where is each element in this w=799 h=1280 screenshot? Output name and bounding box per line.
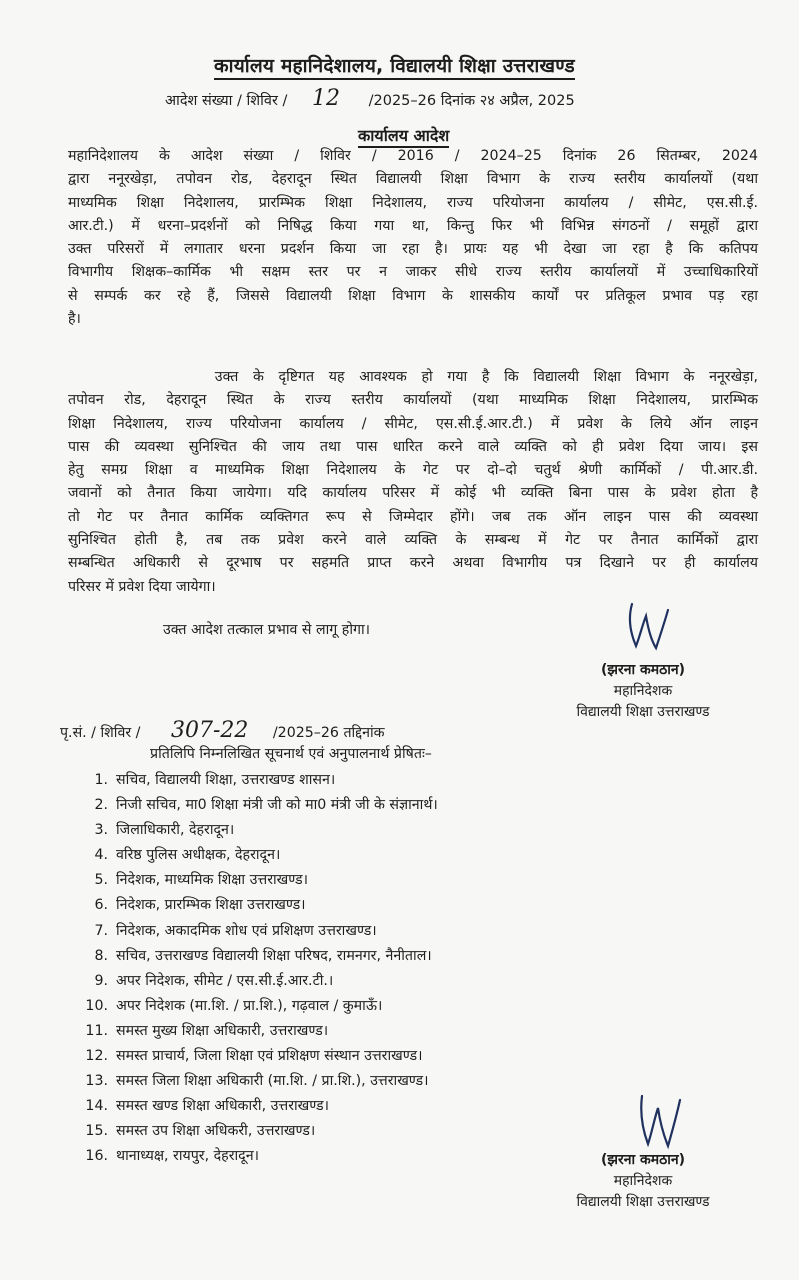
signatory-designation: महानिदेशक — [613, 1173, 673, 1189]
order-prefix: आदेश संख्या / शिविर / — [165, 93, 288, 109]
paragraph-line: हेतु समग्र शिक्षा व माध्यमिक शिक्षा निदेशालय के गेट पर दो–दो चतुर्थ श्रेणी कार्मिकों / पी.आर.डी. — [68, 462, 758, 479]
paragraph-line: तपोवन रोड, देहरादून स्थित के राज्य स्तरीय कार्यालयों (यथा माध्यमिक शिक्षा निदेशालय, प्रारम्भिक — [68, 392, 758, 409]
list-item: 14. समस्त खण्ड शिक्षा अधिकारी, उत्तराखण्ड। — [85, 1098, 329, 1115]
paragraph-line: तो गेट पर तैनात कार्मिक व्यक्तिगत रूप से जिम्मेदार होंगे। जब तक ऑन लाइन पास की व्यवस्था — [68, 508, 758, 525]
paragraph-line: परिसर में प्रवेश दिया जायेगा। — [68, 578, 216, 595]
order-heading: कार्यालय आदेश — [358, 124, 449, 148]
list-item: 16. थानाध्यक्ष, रायपुर, देहरादून। — [85, 1148, 259, 1165]
list-item: 1. सचिव, विद्यालयी शिक्षा, उत्तराखण्ड शासन। — [94, 772, 336, 788]
paragraph-line: जवानों को तैनात किया जायेगा। यदि कार्यालय परिसर में कोई भी व्यक्ति बिना पास के प्रवेश होता है — [68, 485, 758, 502]
list-item: 9. अपर निदेशक, सीमेट / एस.सी.ई.आर.टी.। — [94, 972, 334, 989]
paragraph-1 — [68, 145, 758, 331]
paragraph-line: उक्त परिसरों में लगातार धरना प्रदर्शन किया जा रहा है। प्रायः यह भी देखा जा रहा है कि कतिपय — [68, 241, 758, 258]
list-item: 12. समस्त प्राचार्य, जिला शिक्षा एवं प्रशिक्षण संस्थान उत्तराखण्ड। — [85, 1048, 423, 1065]
paragraph-line: उक्त के दृष्टिगत यह आवश्यक हो गया है कि विद्यालयी शिक्षा विभाग के ननूरखेड़ा, — [68, 369, 758, 385]
list-item: 3. जिलाधिकारी, देहरादून। — [94, 822, 235, 839]
signature-block-2 — [548, 1100, 738, 1213]
signature-block-1 — [548, 610, 738, 723]
copy-number-handwritten: 307-22 — [170, 718, 249, 743]
signatory-name: (झरना कमठान) — [600, 1152, 686, 1168]
signatory-designation: महानिदेशक — [613, 683, 673, 699]
list-item: 7. निदेशक, अकादमिक शोध एवं प्रशिक्षण उत्तराखण्ड। — [94, 922, 377, 939]
office-title: कार्यालय महानिदेशालय, विद्यालयी शिक्षा उत्तराखण्ड — [214, 52, 575, 78]
signatory-department: विद्यालयी शिक्षा उत्तराखण्ड — [576, 1194, 710, 1210]
list-item: 5. निदेशक, माध्यमिक शिक्षा उत्तराखण्ड। — [94, 872, 308, 889]
paragraph-line: शिक्षा निदेशालय, राज्य परियोजना कार्यालय / सीमेट, एस.सी.ई.आर.टी.) में प्रवेश के लिये ऑन लाइन — [68, 415, 758, 432]
copy-prefix: पृ.सं. / शिविर / — [60, 725, 141, 741]
paragraph-2 — [68, 366, 758, 599]
signatory-department: विद्यालयी शिक्षा उत्तराखण्ड — [576, 704, 710, 720]
paragraph-line: है। — [68, 311, 81, 328]
paragraph-line: महानिदेशालय के आदेश संख्या / शिविर / 2016 / 2024–25 दिनांक 26 सितम्बर, 2024 — [68, 148, 758, 164]
list-item: 11. समस्त मुख्य शिक्षा अधिकारी, उत्तराखण्ड। — [85, 1022, 329, 1039]
paragraph-line: आर.टी.) में धरना–प्रदर्शनों को निषिद्ध किया गया था, किन्तु फिर भी विभिन्न संगठनों / समूहों द्वारा — [68, 217, 758, 234]
list-item: 8. सचिव, उत्तराखण्ड विद्यालयी शिक्षा परिषद, रामनगर, नैनीताल। — [94, 947, 432, 964]
list-item: 13. समस्त जिला शिक्षा अधिकारी (मा.शि. / प्रा.शि.), उत्तराखण्ड। — [85, 1073, 429, 1090]
paragraph-line: सुनिश्चित होती है, तब तक प्रवेश करने वाले व्यक्ति के सम्बन्ध में गेट पर तैनात कार्मिकों द्वारा — [68, 532, 758, 549]
copy-date: /2025–26 तद्दिनांक — [272, 725, 385, 741]
paragraph-line: से सम्पर्क कर रहे हैं, जिससे विद्यालयी शिक्षा विभाग के शासकीय कार्यों पर प्रतिकूल प्रभाव पड़ रहा — [68, 287, 758, 304]
list-item: 2. निजी सचिव, मा0 शिक्षा मंत्री जी को मा0 मंत्री जी के संज्ञानार्थ। — [94, 797, 438, 814]
order-number-line — [165, 86, 575, 111]
list-item: 6. निदेशक, प्रारम्भिक शिक्षा उत्तराखण्ड। — [94, 897, 306, 914]
paragraph-line: माध्यमिक शिक्षा निदेशालय, प्रारम्भिक शिक्षा निदेशालय, राज्य परियोजना कार्यालय / सीमेट, एस.सी.ई. — [68, 194, 758, 211]
list-item: 10. अपर निदेशक (मा.शि. / प्रा.शि.), गढ़वाल / कुमाऊँ। — [85, 997, 383, 1014]
order-date: /2025–26 दिनांक २४ अप्रैल, 2025 — [368, 93, 575, 109]
list-item: 15. समस्त उप शिक्षा अधिकरी, उत्तराखण्ड। — [85, 1123, 316, 1140]
recipient-list — [82, 768, 438, 1170]
copy-intro: प्रतिलिपि निम्नलिखित सूचनार्थ एवं अनुपालनार्थ प्रेषितः– — [150, 746, 432, 762]
paragraph-line: विभागीय शिक्षक–कार्मिक भी सक्षम स्तर पर न जाकर सीधे राज्य स्तरीय कार्यालयों में उच्चाधिकारियों — [68, 264, 758, 281]
paragraph-line: पास की व्यवस्था सुनिश्चित की जाय तथा पास धारित करने वाले व्यक्ति को ही प्रवेश दिया जाय। इस — [68, 438, 758, 455]
paragraph-3: उक्त आदेश तत्काल प्रभाव से लागू होगा। — [163, 622, 371, 638]
order-number-handwritten: 12 — [312, 86, 341, 111]
list-item: 4. वरिष्ठ पुलिस अधीक्षक, देहरादून। — [94, 847, 281, 864]
copy-number-line — [60, 718, 385, 743]
paragraph-line: द्वारा ननूरखेड़ा, तपोवन रोड, देहरादून स्थित विद्यालयी शिक्षा विभाग के राज्य स्तरीय कार्यालयों (यथा — [68, 171, 758, 188]
signatory-name: (झरना कमठान) — [600, 662, 686, 678]
paragraph-line: सम्बन्धित अधिकारी से दूरभाष पर सहमति प्राप्त करने अथवा विभागीय पत्र दिखाने पर ही कार्यालय — [68, 555, 758, 572]
